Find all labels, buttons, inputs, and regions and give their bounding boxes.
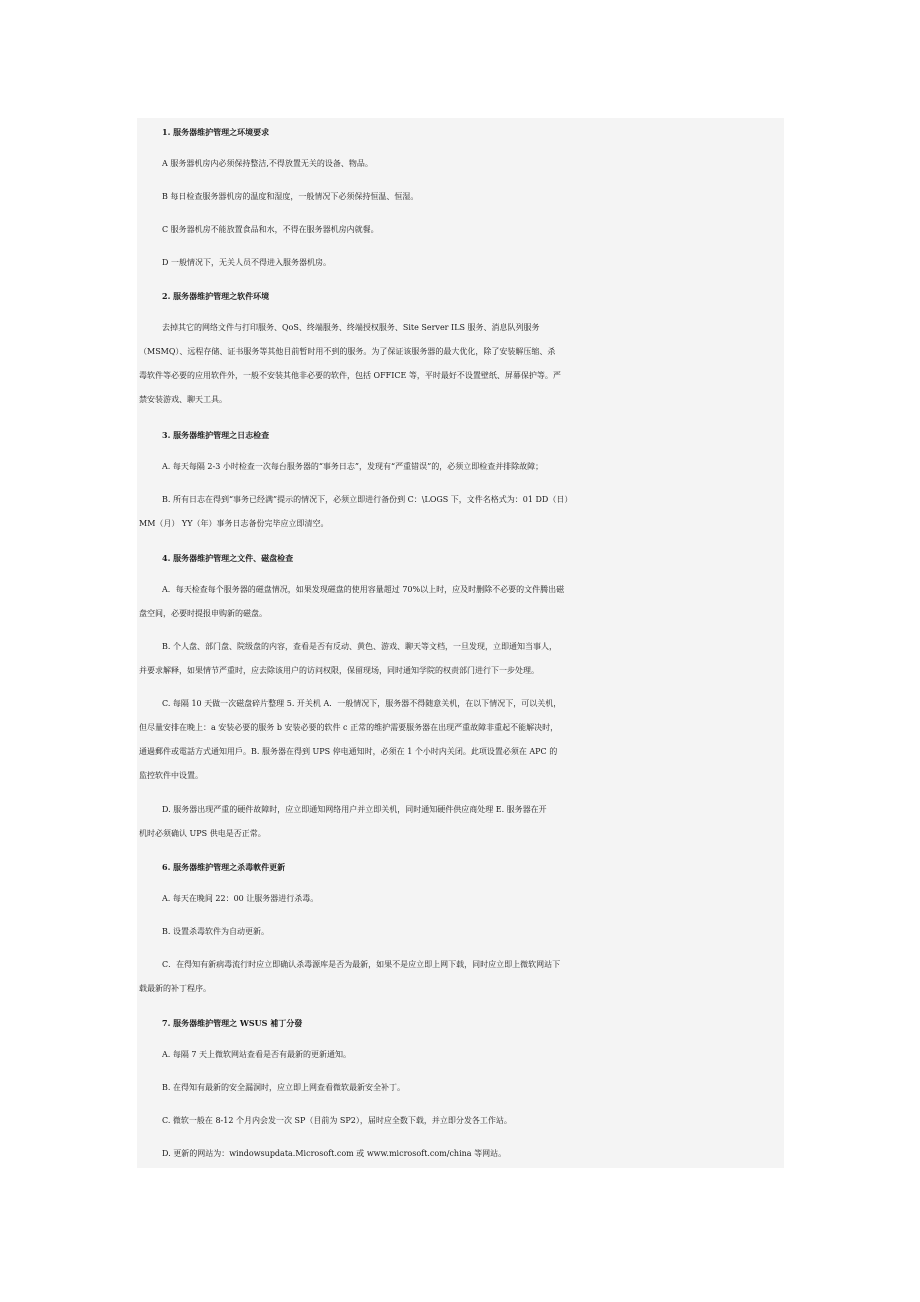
wsus-item-b: B. 在得知有最新的安全漏洞时，应立即上网查看微软最新安全补丁。: [162, 1083, 405, 1092]
disk-item-c-line-1: C. 每隔 10 天做一次磁盘碎片整理 5. 开关机 A．一般情况下，服务器不得随意关机，在以下情况下，可以关机，: [162, 699, 562, 708]
env-item-b: B 每日检查服务器机房的温度和湿度，一般情况下必须保持恒温、恒湿。: [162, 192, 419, 201]
wsus-item-a: A. 每隔 7 天上微软网站查看是否有最新的更新通知。: [162, 1050, 352, 1059]
disk-item-d-line-2: 机时必须确认 UPS 供电是否正常。: [139, 829, 266, 838]
software-line-2: （MSMQ）、远程存储、证书服务等其他目前暂时用不到的服务。为了保证该服务器的最大优化，除了安装解压缩、杀: [139, 347, 556, 356]
document-page: [137, 118, 784, 1168]
logs-item-a: A. 每天每隔 2-3 小时检查一次每台服务器的“事务日志”，发现有“严重错误”的，必须立即检查并排除故障；: [162, 462, 544, 471]
section-heading-wsus: 7. 服务器维护管理之 WSUS 補丁分發: [162, 1018, 303, 1028]
section-heading-software: 2. 服务器维护管理之软件环境: [162, 291, 270, 301]
wsus-item-d: D. 更新的网站为：windowsupdata.Microsoft.com 或 www.microsoft.com/china 等网站。: [162, 1149, 507, 1158]
disk-item-a-line-1: A．每天检查每个服务器的磁盘情况，如果发现磁盘的使用容量超过 70%以上时，应及时删除不必要的文件腾出磁: [162, 585, 565, 594]
section-heading-antivirus: 6. 服务器维护管理之杀毒軟件更新: [162, 862, 286, 872]
software-line-3: 毒软件等必要的应用软件外，一般不安装其他非必要的软件，包括 OFFICE 等，平时最好不设置壁纸、屏幕保护等。严: [139, 371, 561, 380]
antivirus-item-b: B. 设置杀毒软件为自动更新。: [162, 927, 269, 936]
disk-item-c-line-4: 监控软件中设置。: [139, 771, 203, 780]
disk-item-c-line-2: 但尽量安排在晚上：a 安装必要的服务 b 安装必要的软件 c 正常的维护需要服务器在出现严重故障非重起不能解决时，: [139, 723, 559, 732]
software-line-1: 去掉其它的网络文件与打印服务、QoS、终端服务、终端授权服务、Site Server ILS 服务、消息队列服务: [162, 323, 540, 332]
disk-item-b-line-2: 并要求解释，如果情节严重时，应去除该用户的访问权限，保留现场，同时通知学院的权责部门进行下一步处理。: [139, 666, 539, 675]
disk-item-d-line-1: D. 服务器出现严重的硬件故障时，应立即通知网络用户并立即关机，同时通知硬件供应商处理 E. 服务器在开: [162, 805, 547, 814]
section-heading-logs: 3. 服务器维护管理之日志检查: [162, 430, 270, 440]
software-line-4: 禁安装游戏、聊天工具。: [139, 395, 227, 404]
env-item-a: A 服务器机房内必须保持整洁,不得放置无关的设备、物品。: [162, 159, 373, 168]
antivirus-item-a: A. 每天在晚间 22：00 让服务器进行杀毒。: [162, 894, 319, 903]
logs-item-b-line-1: B. 所有日志在得到“事务已经满”提示的情况下，必须立即进行备份到 C：\LOGS 下，文件名格式为：01 DD（日）: [162, 495, 573, 504]
logs-item-b-line-2: MM（月） YY（年）事务日志备份完毕应立即清空。: [139, 519, 329, 528]
wsus-item-c: C. 微软一般在 8-12 个月内会发一次 SP（目前为 SP2），届时应全数下载，并立即分发各工作站。: [162, 1116, 512, 1125]
env-item-d: D 一般情况下，无关人员不得进入服务器机房。: [162, 258, 331, 267]
disk-item-b-line-1: B. 个人盘、部门盘、院级盘的内容，查看是否有反动、黄色、游戏、聊天等文档，一旦发现，立即通知当事人，: [162, 642, 557, 651]
disk-item-a-line-2: 盘空间，必要时提报申购新的磁盘。: [139, 609, 267, 618]
section-heading-env: 1. 服务器维护管理之环境要求: [162, 127, 270, 137]
antivirus-item-c-line-1: C．在得知有新病毒流行时应立即确认杀毒源库是否为最新，如果不是应立即上网下载，同时应立即上微软网站下: [162, 960, 561, 969]
disk-item-c-line-3: 通過郵件或電話方式通知用戶。B. 服务器在得到 UPS 停电通知时，必须在 1 个小时内关闭。此项设置必须在 APC 的: [139, 747, 558, 756]
env-item-c: C 服务器机房不能放置食品和水，不得在服务器机房内就餐。: [162, 225, 379, 234]
antivirus-item-c-line-2: 载最新的补丁程序。: [139, 984, 211, 993]
section-heading-disk: 4. 服务器维护管理之文件、磁盘检查: [162, 553, 294, 563]
